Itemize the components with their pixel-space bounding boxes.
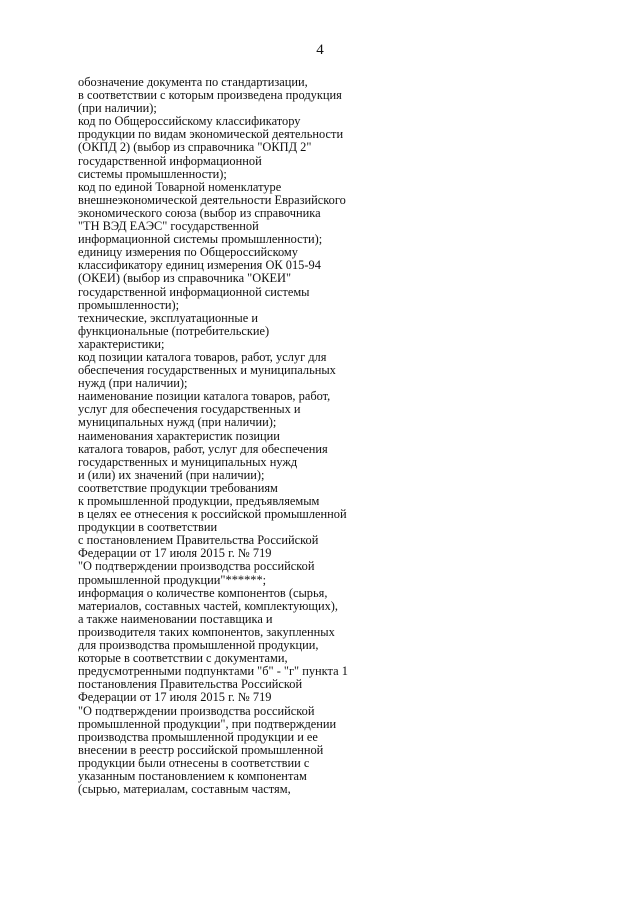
text-line: и (или) их значений (при наличии); xyxy=(78,467,265,482)
text-line: государственных и муниципальных нужд xyxy=(78,454,298,469)
text-line: код по единой Товарной номенклатуре xyxy=(78,179,282,194)
text-line: предусмотренными подпунктами "б" - "г" пункта 1 xyxy=(78,664,348,679)
text-line: (сырью, материалам, составным частям, xyxy=(78,782,291,797)
text-line: внешнеэкономической деятельности Евразийского xyxy=(78,192,346,207)
text-line: промышленной продукции", при подтверждении xyxy=(78,716,337,731)
text-line: муниципальных нужд (при наличии); xyxy=(78,415,277,430)
text-line: промышленности); xyxy=(78,297,180,312)
text-line: обеспечения государственных и муниципальных xyxy=(78,363,336,378)
text-line: классификатору единиц измерения ОК 015-94 xyxy=(78,258,321,273)
text-line: указанным постановлением к компонентам xyxy=(78,768,307,783)
text-line: для производства промышленной продукции, xyxy=(78,638,319,653)
text-line: материалов, составных частей, комплектующих), xyxy=(78,598,339,613)
text-line: государственной информационной xyxy=(78,153,262,168)
text-line: технические, эксплуатационные и xyxy=(78,310,258,325)
text-line: в целях ее отнесения к российской промышленной xyxy=(78,507,347,522)
text-line: к промышленной продукции, предъявляемым xyxy=(78,494,320,508)
text-line: промышленной продукции"******; xyxy=(78,572,267,587)
text-line: "ТН ВЭД ЕАЭС" государственной xyxy=(78,219,259,234)
text-line: а также наименовании поставщика и xyxy=(78,611,273,626)
text-line: код позиции каталога товаров, работ, услуг для xyxy=(78,349,327,364)
text-line: каталога товаров, работ, услуг для обеспечения xyxy=(78,441,328,456)
text-line: информационной системы промышленности); xyxy=(78,232,323,247)
text-line: обозначение документа по стандартизации, xyxy=(78,75,308,89)
document-text-block xyxy=(78,76,378,796)
text-line: услуг для обеспечения государственных и xyxy=(78,402,301,417)
page-number: 4 xyxy=(316,42,324,58)
text-line: "О подтверждении производства российской xyxy=(78,559,315,574)
text-line: соответствие продукции требованиям xyxy=(78,480,278,495)
text-line: характеристики; xyxy=(78,336,165,351)
text-line: производителя таких компонентов, закупленных xyxy=(78,624,335,639)
text-line: в соответствии с которым произведена продукция xyxy=(78,88,342,103)
text-line: нужд (при наличии); xyxy=(78,376,188,391)
text-line: (ОКПД 2) (выбор из справочника "ОКПД 2" xyxy=(78,140,312,155)
text-line: государственной информационной системы xyxy=(78,284,310,299)
text-line: "О подтверждении производства российской xyxy=(78,703,315,718)
text-line: (ОКЕИ) (выбор из справочника "ОКЕИ" xyxy=(78,271,292,286)
text-line: с постановлением Правительства Российской xyxy=(78,533,319,548)
text-line: продукции были отнесены в соответствии с xyxy=(78,755,310,770)
text-line: постановления Правительства Российской xyxy=(78,677,303,692)
text-line: внесении в реестр российской промышленной xyxy=(78,742,324,757)
text-line: продукции в соответствии xyxy=(78,520,218,535)
text-line: производства промышленной продукции и ее xyxy=(78,729,318,744)
text-line: наименования характеристик позиции xyxy=(78,428,280,443)
text-line: код по Общероссийскому классификатору xyxy=(78,114,301,129)
text-line: Федерации от 17 июля 2015 г. № 719 xyxy=(78,690,272,705)
text-line: функциональные (потребительские) xyxy=(78,323,270,338)
text-line: наименование позиции каталога товаров, работ, xyxy=(78,389,331,404)
text-line: (при наличии); xyxy=(78,101,157,116)
text-line: которые в соответствии с документами, xyxy=(78,651,288,666)
text-line: экономического союза (выбор из справочника xyxy=(78,205,321,220)
text-line: Федерации от 17 июля 2015 г. № 719 xyxy=(78,546,272,561)
text-line: системы промышленности); xyxy=(78,166,227,181)
text-line: продукции по видам экономической деятельности xyxy=(78,127,344,142)
text-line: информация о количестве компонентов (сырья, xyxy=(78,585,328,600)
text-line: единицу измерения по Общероссийскому xyxy=(78,245,298,260)
